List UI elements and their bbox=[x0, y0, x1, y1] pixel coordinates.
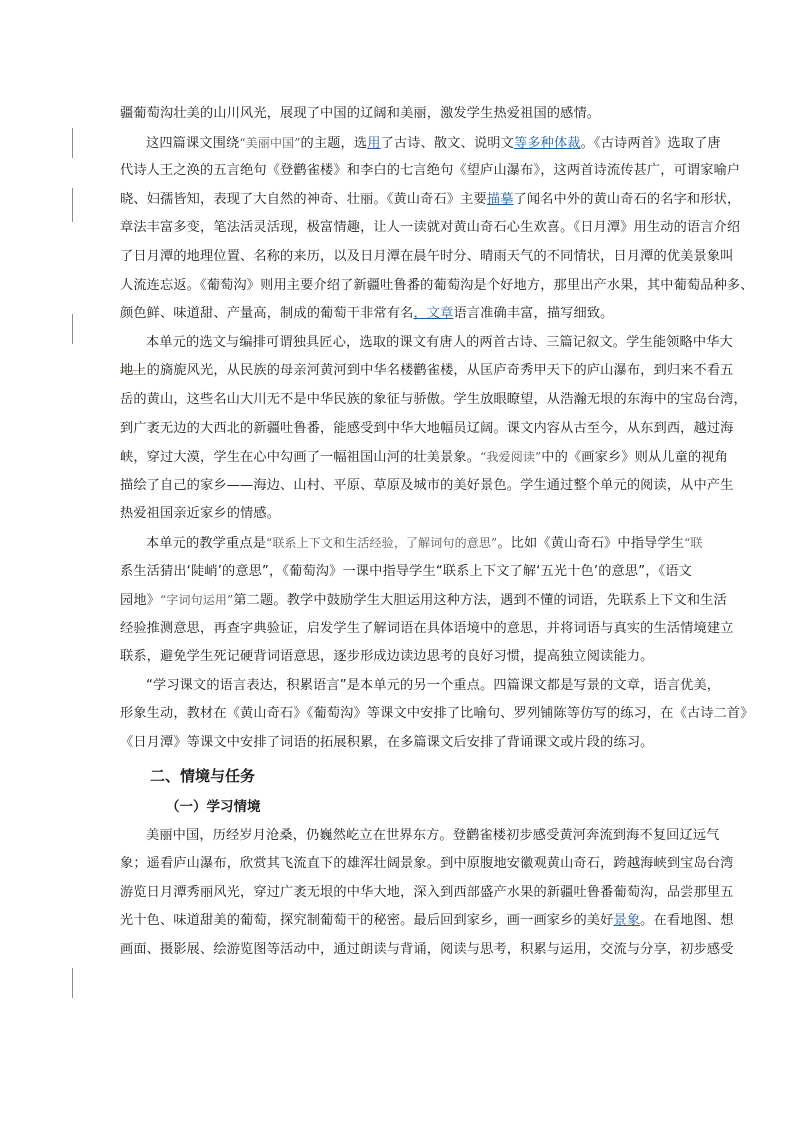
paragraph-line: 地上的旖旎风光，从民族的母亲河黄河到中华名楼鹳雀楼，从匡庐奇秀甲天下的庐山瀑布，到归来不看五 bbox=[120, 363, 734, 379]
text-run: 第二题。教学中鼓励学生大胆运用这种方法，遇到不懂的词语，先联系上下文和生活 bbox=[233, 593, 727, 609]
paragraph-line: 联系，避免学生死记硬背词语意思，逐步形成边读边思考的良好习惯，提高独立阅读能力。 bbox=[120, 649, 654, 665]
text-run: 园地》 bbox=[120, 593, 161, 609]
text-run: 了古诗、散文、说明文 bbox=[380, 135, 514, 151]
text-run: 光十色、味道甜美的葡萄，探究制葡萄干的秘密。最后回到家乡，画一画家乡的美好 bbox=[120, 913, 614, 929]
text-run: 语言准确丰富，描写细致。 bbox=[453, 306, 614, 322]
subsection-heading: （一）学习情境 bbox=[166, 798, 261, 815]
revision-mark bbox=[72, 128, 73, 158]
tracked-change[interactable]: 等多种体裁 bbox=[513, 135, 581, 151]
quoted-term: “美丽中国” bbox=[239, 135, 301, 150]
paragraph-line bbox=[120, 907, 734, 936]
tracked-change[interactable]: ，文章 bbox=[413, 306, 454, 322]
paragraph-line: 美丽中国，历经岁月沧桑，仍巍然屹立在世界东方。登鹳雀楼初步感受黄河奔流到海不复回辽远气 bbox=[146, 827, 720, 843]
paragraph-line bbox=[120, 529, 703, 558]
paragraph-line: 了日月潭的地理位置、名称的来历，以及日月潭在晨午时分、晴雨天气的不同情状，日月潭的优美景象叫 bbox=[120, 248, 734, 264]
text-run: 颜色鲜、味道甜、产量高，制成的葡萄干非常有名 bbox=[120, 306, 414, 322]
text-run: 的主题，选 bbox=[300, 135, 368, 151]
quoted-term: “我爱阅读” bbox=[480, 450, 542, 465]
paragraph-line: 疆葡萄沟壮美的山川风光，展现了中国的辽阔和美丽，激发学生热爱祖国的感情。 bbox=[120, 106, 601, 121]
text-run: 了闻名中外的黄山奇石的名字和形状， bbox=[513, 191, 741, 207]
tracked-change[interactable]: 用 bbox=[367, 135, 381, 151]
paragraph-line: 到广袤无边的大西北的新疆吐鲁番，能感受到中华大地幅员辽阔。课文内容从古至今，从东到西，越过海 bbox=[120, 420, 734, 436]
quoted-term: “联 bbox=[684, 535, 703, 550]
paragraph-line: 游览日月潭秀丽风光，穿过广袤无垠的中华大地，深入到西部盛产水果的新疆吐鲁番葡萄沟，品尝那里五 bbox=[120, 884, 734, 900]
revision-mark bbox=[72, 968, 73, 998]
text-run: 。比如《黄山奇石》中指导学生 bbox=[497, 535, 685, 551]
paragraph-line: 代诗人王之涣的五言绝句《登鹳雀楼》和李白的七言绝句《望庐山瀑布》，这两首诗流传甚广，可谓家喻户 bbox=[120, 163, 741, 179]
text-run: 本单元的教学重点是 bbox=[146, 535, 267, 551]
text-run: 这四篇课文围绕 bbox=[146, 135, 240, 151]
paragraph-line bbox=[120, 129, 721, 158]
section-heading: 二、情境与任务 bbox=[150, 766, 256, 785]
paragraph-line: 岳的黄山，这些名山大川无不是中华民族的象征与骄傲。学生放眼瞭望，从浩瀚无垠的东海中的宝岛台湾， bbox=[120, 391, 747, 407]
paragraph-line: 象；遥看庐山瀑布，欣赏其飞流直下的雄浑壮阔景象。到中原腹地安徽观黄山奇石，跨越海峡到宝岛台湾 bbox=[120, 856, 734, 872]
document-body bbox=[120, 100, 754, 965]
text-run: 峡，穿过大漠，学生在心中勾画了一幅祖国山河的壮美景象。 bbox=[120, 450, 481, 466]
text-run: 晓、妇孺皆知，表现了大自然的神奇、壮丽。《黄山奇石》主要 bbox=[120, 191, 487, 207]
quoted-term: “联系上下文和生活经验，了解词句的意思” bbox=[266, 535, 498, 550]
paragraph-line bbox=[120, 186, 741, 215]
paragraph-line: “学习课文的语言表达，积累语言”是本单元的另一个重点。四篇课文都是写景的文章，语言优美， bbox=[146, 677, 721, 693]
paragraph-line: 画面、摄影展、绘游览图等活动中，通过朗读与背诵，阅读与思考，积累与运用，交流与分享，初步感受 bbox=[120, 942, 734, 958]
text-run: 。《古诗两首》选取了唐 bbox=[580, 135, 721, 151]
paragraph-line: 章法丰富多变，笔法活灵活现，极富情趣，让人一读就对黄山奇石心生欢喜。《日月潭》用生动的语言介绍 bbox=[120, 220, 741, 236]
paragraph-line bbox=[120, 443, 729, 472]
text-run: 中的《画家乡》则从儿童的视角 bbox=[541, 450, 729, 466]
paragraph-line: 本单元的选文与编排可谓独具匠心，选取的课文有唐人的两首古诗、三篇记叙文。学生能领略中华大 bbox=[146, 334, 733, 350]
revision-mark bbox=[72, 188, 73, 222]
paragraph-line bbox=[120, 300, 686, 329]
paragraph-line: 经验推测意思，再查字典验证，启发学生了解词语在具体语境中的意思，并将词语与真实的生活情境建立 bbox=[120, 620, 734, 636]
paragraph-line: 《日月潭》等课文中安排了词语的拓展积累，在多篇课文后安排了背诵课文或片段的练习。 bbox=[120, 735, 654, 751]
paragraph-line: 描绘了自己的家乡——海边、山村、平原、草原及城市的美好景色。学生通过整个单元的阅读，从中产生 bbox=[120, 477, 734, 493]
paragraph-line bbox=[120, 586, 727, 615]
tracked-change[interactable]: 景象 bbox=[613, 913, 641, 929]
tracked-change[interactable]: 描摹 bbox=[486, 191, 514, 207]
paragraph-line: 系生活猜出‘陡峭’的意思”，《葡萄沟》一课中指导学生“联系上下文了解‘五光十色’的意思”，《语文 bbox=[120, 563, 692, 579]
revision-mark bbox=[72, 314, 73, 344]
text-run: 。在看地图、想 bbox=[640, 913, 734, 929]
quoted-term: “字词句运用” bbox=[160, 593, 234, 608]
paragraph-line: 热爱祖国亲近家乡的情感。 bbox=[120, 506, 281, 522]
paragraph-line: 形象生动，教材在《黄山奇石》《葡萄沟》等课文中安排了比喻句、罗列铺陈等仿写的练习，在《古诗二首》 bbox=[120, 706, 754, 722]
paragraph-line: 人流连忘返。《葡萄沟》则用主要介绍了新疆吐鲁番的葡萄沟是个好地方，那里出产水果，其中葡萄品种多、 bbox=[120, 277, 754, 293]
